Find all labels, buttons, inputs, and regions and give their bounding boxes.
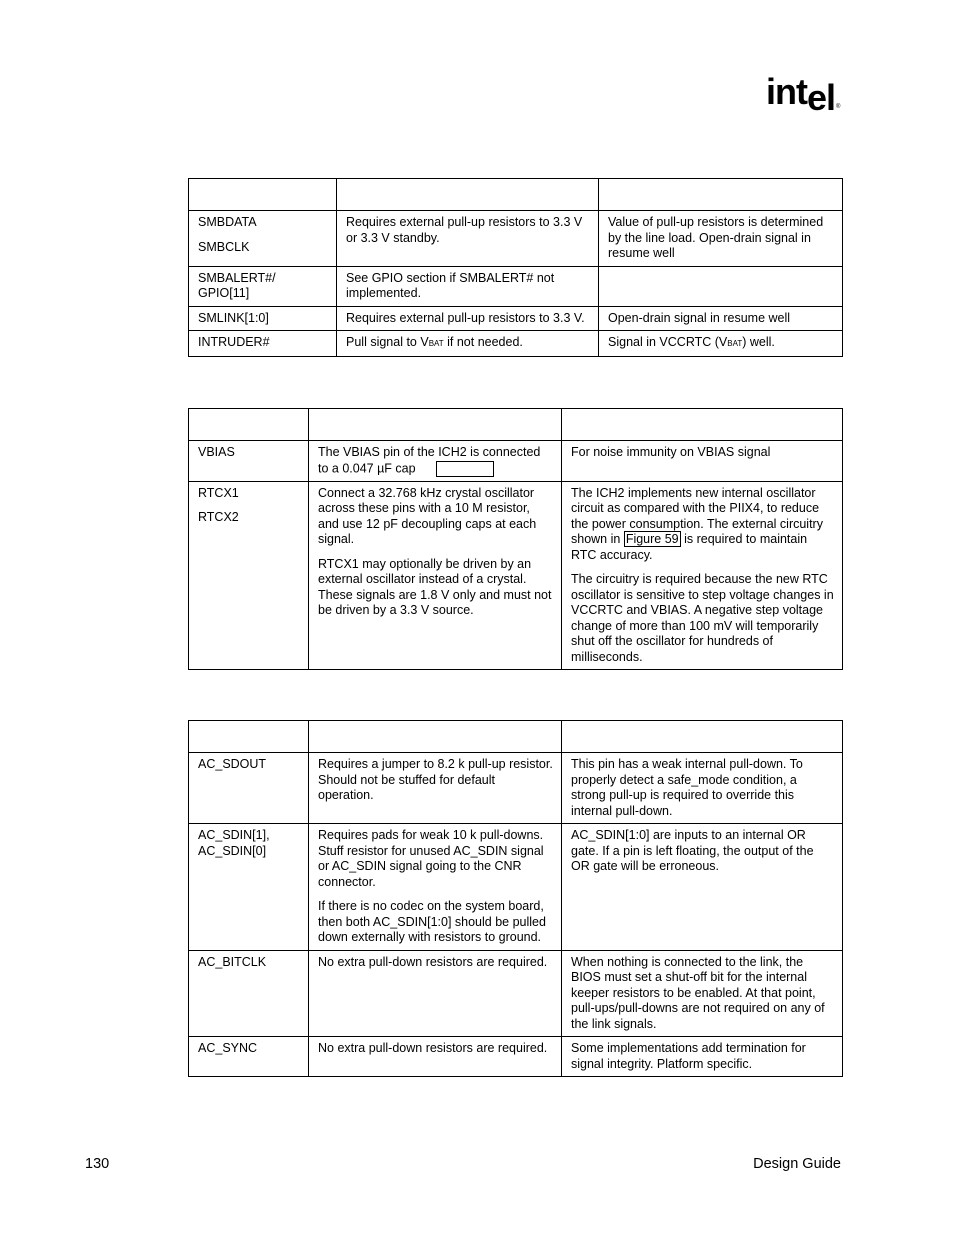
signal-cell: VBIAS <box>189 441 309 482</box>
signal-cell: AC_SDIN[1], AC_SDIN[0] <box>189 824 309 951</box>
signal-cell: SMBALERT#/ GPIO[11] <box>189 266 337 306</box>
recommendation-cell: Requires external pull-up resistors to 3.3 V. <box>337 306 599 331</box>
figure-59-link[interactable]: Figure 59 <box>625 532 679 546</box>
table-row-vbias <box>189 441 843 482</box>
comment-cell: Signal in VCCRTC (VBAT) well. <box>599 331 843 357</box>
comment-cell: Open-drain signal in resume well <box>599 306 843 331</box>
table-row-rtcx <box>189 481 843 670</box>
recommendation-cell: Connect a 32.768 kHz crystal oscillator across these pins with a 10 M resistor, and use 12 pF decoupling caps at each signal. RTCX1 may optionally be driven by an external oscillator instead of a crystal. These signals are 1.8 V only and must not be driven by a 3.3 V source. <box>309 481 562 670</box>
comment-cell: This pin has a weak internal pull-down. To properly detect a safe_mode condition, a strong pull-up is required to override this internal pull-down. <box>562 753 843 824</box>
intel-logo: intel® <box>766 71 840 118</box>
signal-cell: INTRUDER# <box>189 331 337 357</box>
recommendation-cell: See GPIO section if SMBALERT# not implemented. <box>337 266 599 306</box>
comment-cell: AC_SDIN[1:0] are inputs to an internal OR gate. If a pin is left floating, the output of the OR gate will be erroneous. <box>562 824 843 951</box>
table-row <box>189 1037 843 1077</box>
ac97-checklist-table <box>188 720 843 1077</box>
comment-cell: The ICH2 implements new internal oscillator circuit as compared with the PIIX4, to reduce the power consumption. The external circuitry shown in Figure 59 is required to maintain RTC accuracy. The circuitry is required because the new RTC oscillator is sensitive to step voltage changes in VCCRTC and VBIAS. A negative step voltage change of more than 100 mV will temporarily shut off the oscillator for hundreds of milliseconds. <box>562 481 843 670</box>
recommendation-cell: Requires pads for weak 10 k pull-downs. Stuff resistor for unused AC_SDIN signal or AC_SDIN signal going to the CNR connector. If there is no codec on the system board, then both AC_SDIN[1:0] should be pulled down externally with resistors to ground. <box>309 824 562 951</box>
comment-cell <box>599 266 843 306</box>
blank-box <box>436 461 494 477</box>
signal-cell: AC_BITCLK <box>189 950 309 1037</box>
table-row-intruder <box>189 331 843 357</box>
table-row <box>189 753 843 824</box>
signal-cell: SMLINK[1:0] <box>189 306 337 331</box>
table-row <box>189 950 843 1037</box>
smbus-checklist-table <box>188 178 843 357</box>
table-header-row <box>189 409 843 441</box>
signal-cell: AC_SYNC <box>189 1037 309 1077</box>
table-row <box>189 824 843 951</box>
footer-title: Design Guide <box>753 1156 841 1172</box>
signal-cell: AC_SDOUT <box>189 753 309 824</box>
comment-cell: When nothing is connected to the link, the BIOS must set a shut-off bit for the internal keeper resistors to be enabled. At that point, pull-ups/pull-downs are not required on any of the link signals. <box>562 950 843 1037</box>
recommendation-cell: The VBIAS pin of the ICH2 is connected to a 0.047 µF cap <box>309 441 562 482</box>
recommendation-cell: Requires external pull-up resistors to 3.3 V or 3.3 V standby. <box>337 211 599 267</box>
comment-cell: Value of pull-up resistors is determined by the line load. Open-drain signal in resume well <box>599 211 843 267</box>
recommendation-cell: No extra pull-down resistors are required. <box>309 950 562 1037</box>
comment-cell: Some implementations add termination for signal integrity. Platform specific. <box>562 1037 843 1077</box>
rtc-checklist-table <box>188 408 843 670</box>
table-row <box>189 306 843 331</box>
recommendation-cell: Pull signal to VBAT if not needed. <box>337 331 599 357</box>
table-header-row <box>189 179 843 211</box>
table-header-row <box>189 721 843 753</box>
signal-cell: SMBDATA SMBCLK <box>189 211 337 267</box>
signal-cell: RTCX1 RTCX2 <box>189 481 309 670</box>
comment-cell: For noise immunity on VBIAS signal <box>562 441 843 482</box>
page-number: 130 <box>85 1156 110 1172</box>
recommendation-cell: Requires a jumper to 8.2 k pull-up resistor. Should not be stuffed for default operation. <box>309 753 562 824</box>
table-row <box>189 211 843 267</box>
table-row <box>189 266 843 306</box>
recommendation-cell: No extra pull-down resistors are required. <box>309 1037 562 1077</box>
